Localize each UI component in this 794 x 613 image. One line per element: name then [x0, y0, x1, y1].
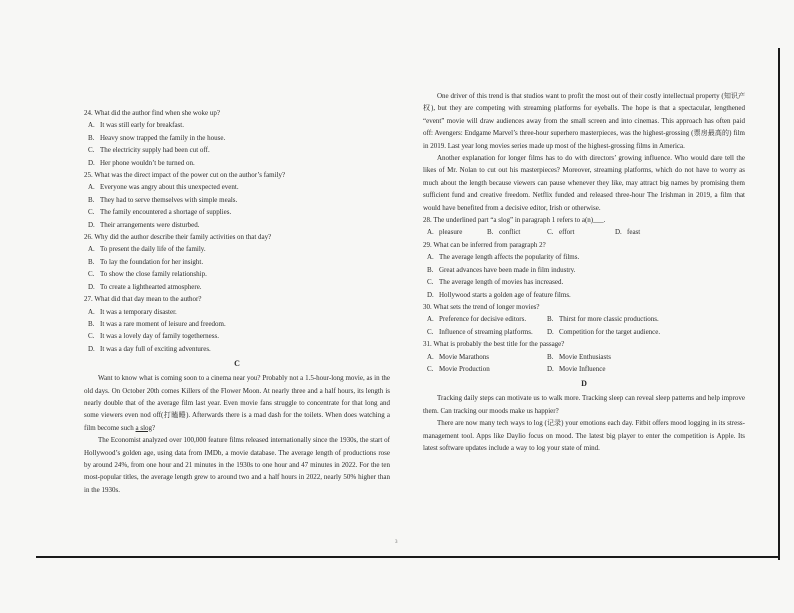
option: B. To lay the foundation for her insight. [88, 257, 204, 266]
section-heading-c: C [234, 359, 240, 369]
question-28 [423, 214, 745, 239]
passage-paragraph-2: The Economist analyzed over 100,000 feature films released internationally since the 1930s, the start of Hollywood’s golden age, using data from IMDb, a movie database. The average length of productions rose by around 24%, from one hour and 21 minutes in the 1930s to one hour and 47 minutes in 2022. For the ten most-popular titles, the average length grew to around two and a half hours in 2022, nearly 50% higher than in the 1930s. [84, 436, 390, 494]
option: D. Their arrangements were disturbed. [88, 220, 200, 229]
question-stem: 28. The underlined part “a slog” in paragraph 1 refers to a(n)___. [423, 216, 606, 225]
question-29 [423, 239, 745, 301]
passage-paragraph-3: One driver of this trend is that studios want to profit the most out of their costly intellectual property (知识产权), but they are competing with streaming platforms for eyeballs. The hope is that a spectacular, lengthened “event” movie will draw audiences away from the small screen and into cinemas. This approach has often paid off: Avengers: Endgame Marvel’s three-hour superhero masterpieces, was the highest-grossing (票房最高的) film in 2019. Last year long movies series made up most of the highest-grossing films in America. [423, 92, 745, 150]
question-31 [423, 338, 745, 375]
option: A. To present the daily life of the family. [88, 245, 206, 254]
question-stem: 29. What can be inferred from paragraph 2? [423, 240, 546, 249]
passage-paragraph-4: Another explanation for longer films has to do with directors’ growing influence. Who would dare tell the likes of Mr. Nolan to cut out his masterpieces? Moreover, streaming platforms, which do not have to worry as much about the length because viewers can pause whenever they like, may attract big names by promising them sufficient fund and creative freedom. Netflix funded and released three-hour The Irishman in 2019, a film that would have benefited from a decisive editor, Irish or otherwise. [423, 154, 745, 212]
option: C. To show the close family relationship. [88, 270, 207, 279]
page-border-right [778, 48, 780, 560]
question-stem: 30. What sets the trend of longer movies? [423, 302, 540, 311]
question-stem: 31. What is probably the best title for the passage? [423, 340, 565, 349]
underlined-phrase: a slog [135, 423, 153, 432]
page-border-bottom [36, 556, 780, 558]
option: A. It was a temporary disaster. [88, 307, 177, 316]
question-27 [84, 293, 390, 355]
option-row: A. pleasure B. conflict C. effort D. feast [427, 228, 641, 237]
option: A. The average length affects the popularity of films. [427, 253, 580, 262]
question-stem: 25. What was the direct impact of the power cut on the author’s family? [84, 171, 286, 180]
option: A. It was still early for breakfast. [88, 121, 184, 130]
option: C. The electricity supply had been cut off. [88, 146, 210, 155]
right-column [423, 90, 745, 454]
option-row: C. Influence of streaming platforms. D. Competition for the target audience. [427, 327, 661, 336]
question-30 [423, 301, 745, 338]
option: D. Her phone wouldn’t be turned on. [88, 158, 195, 167]
section-heading-d: D [581, 379, 587, 389]
question-stem: 27. What did that day mean to the author? [84, 295, 202, 304]
passage-paragraph-5: Tracking daily steps can motivate us to walk more. Tracking sleep can reveal sleep patterns and help improve them. Can tracking our moods make us happier? [423, 394, 745, 415]
option-row: A. Preference for decisive editors. B. Thirst for more classic productions. [427, 315, 659, 324]
option-row: A. Movie Marathons B. Movie Enthusiasts [427, 352, 611, 361]
option: B. Great advances have been made in film industry. [427, 265, 576, 274]
passage-paragraph-6: There are now many tech ways to log (记录) your emotions each day. Fitbit offers mood logging in its stress-management tool. Apps like Daylio focus on mood. The latest big player to enter the competition is Apple. Its latest software updates include a way to log your state of mind. [423, 419, 745, 452]
option-row: C. Movie Production D. Movie Influence [427, 364, 606, 373]
option: D. It was a day full of exciting adventures. [88, 344, 211, 353]
option: A. Everyone was angry about this unexpected event. [88, 183, 239, 192]
option: D. To create a lighthearted atmosphere. [88, 282, 202, 291]
page-number: 3 [395, 540, 398, 545]
option: B. They had to serve themselves with simple meals. [88, 195, 238, 204]
option: C. The family encountered a shortage of supplies. [88, 208, 232, 217]
left-column [84, 107, 390, 496]
question-26 [84, 231, 390, 293]
option: D. Hollywood starts a golden age of feature films. [427, 290, 571, 299]
passage-paragraph-1: Want to know what is coming soon to a cinema near you? Probably not a 1.5-hour-long movie, as in the old days. On October 20th comes Killers of the Flower Moon. At nearly three and a half hours, its length is nearly double that of the average film last year. Even movie fans struggle to concentrate for that long and some viewers even nod off(打瞌睡). Afterwards there is a mad dash for the toilets. When does watching a film become such a slog? [84, 374, 390, 432]
option: B. It was a rare moment of leisure and freedom. [88, 319, 226, 328]
question-stem: 26. Why did the author describe their family activities on that day? [84, 233, 272, 242]
question-stem: 24. What did the author find when she woke up? [84, 109, 220, 117]
question-24 [84, 107, 390, 169]
question-25 [84, 169, 390, 231]
option: C. It was a lovely day of family togetherness. [88, 332, 219, 341]
option: B. Heavy snow trapped the family in the house. [88, 133, 226, 142]
option: C. The average length of movies has increased. [427, 278, 564, 287]
